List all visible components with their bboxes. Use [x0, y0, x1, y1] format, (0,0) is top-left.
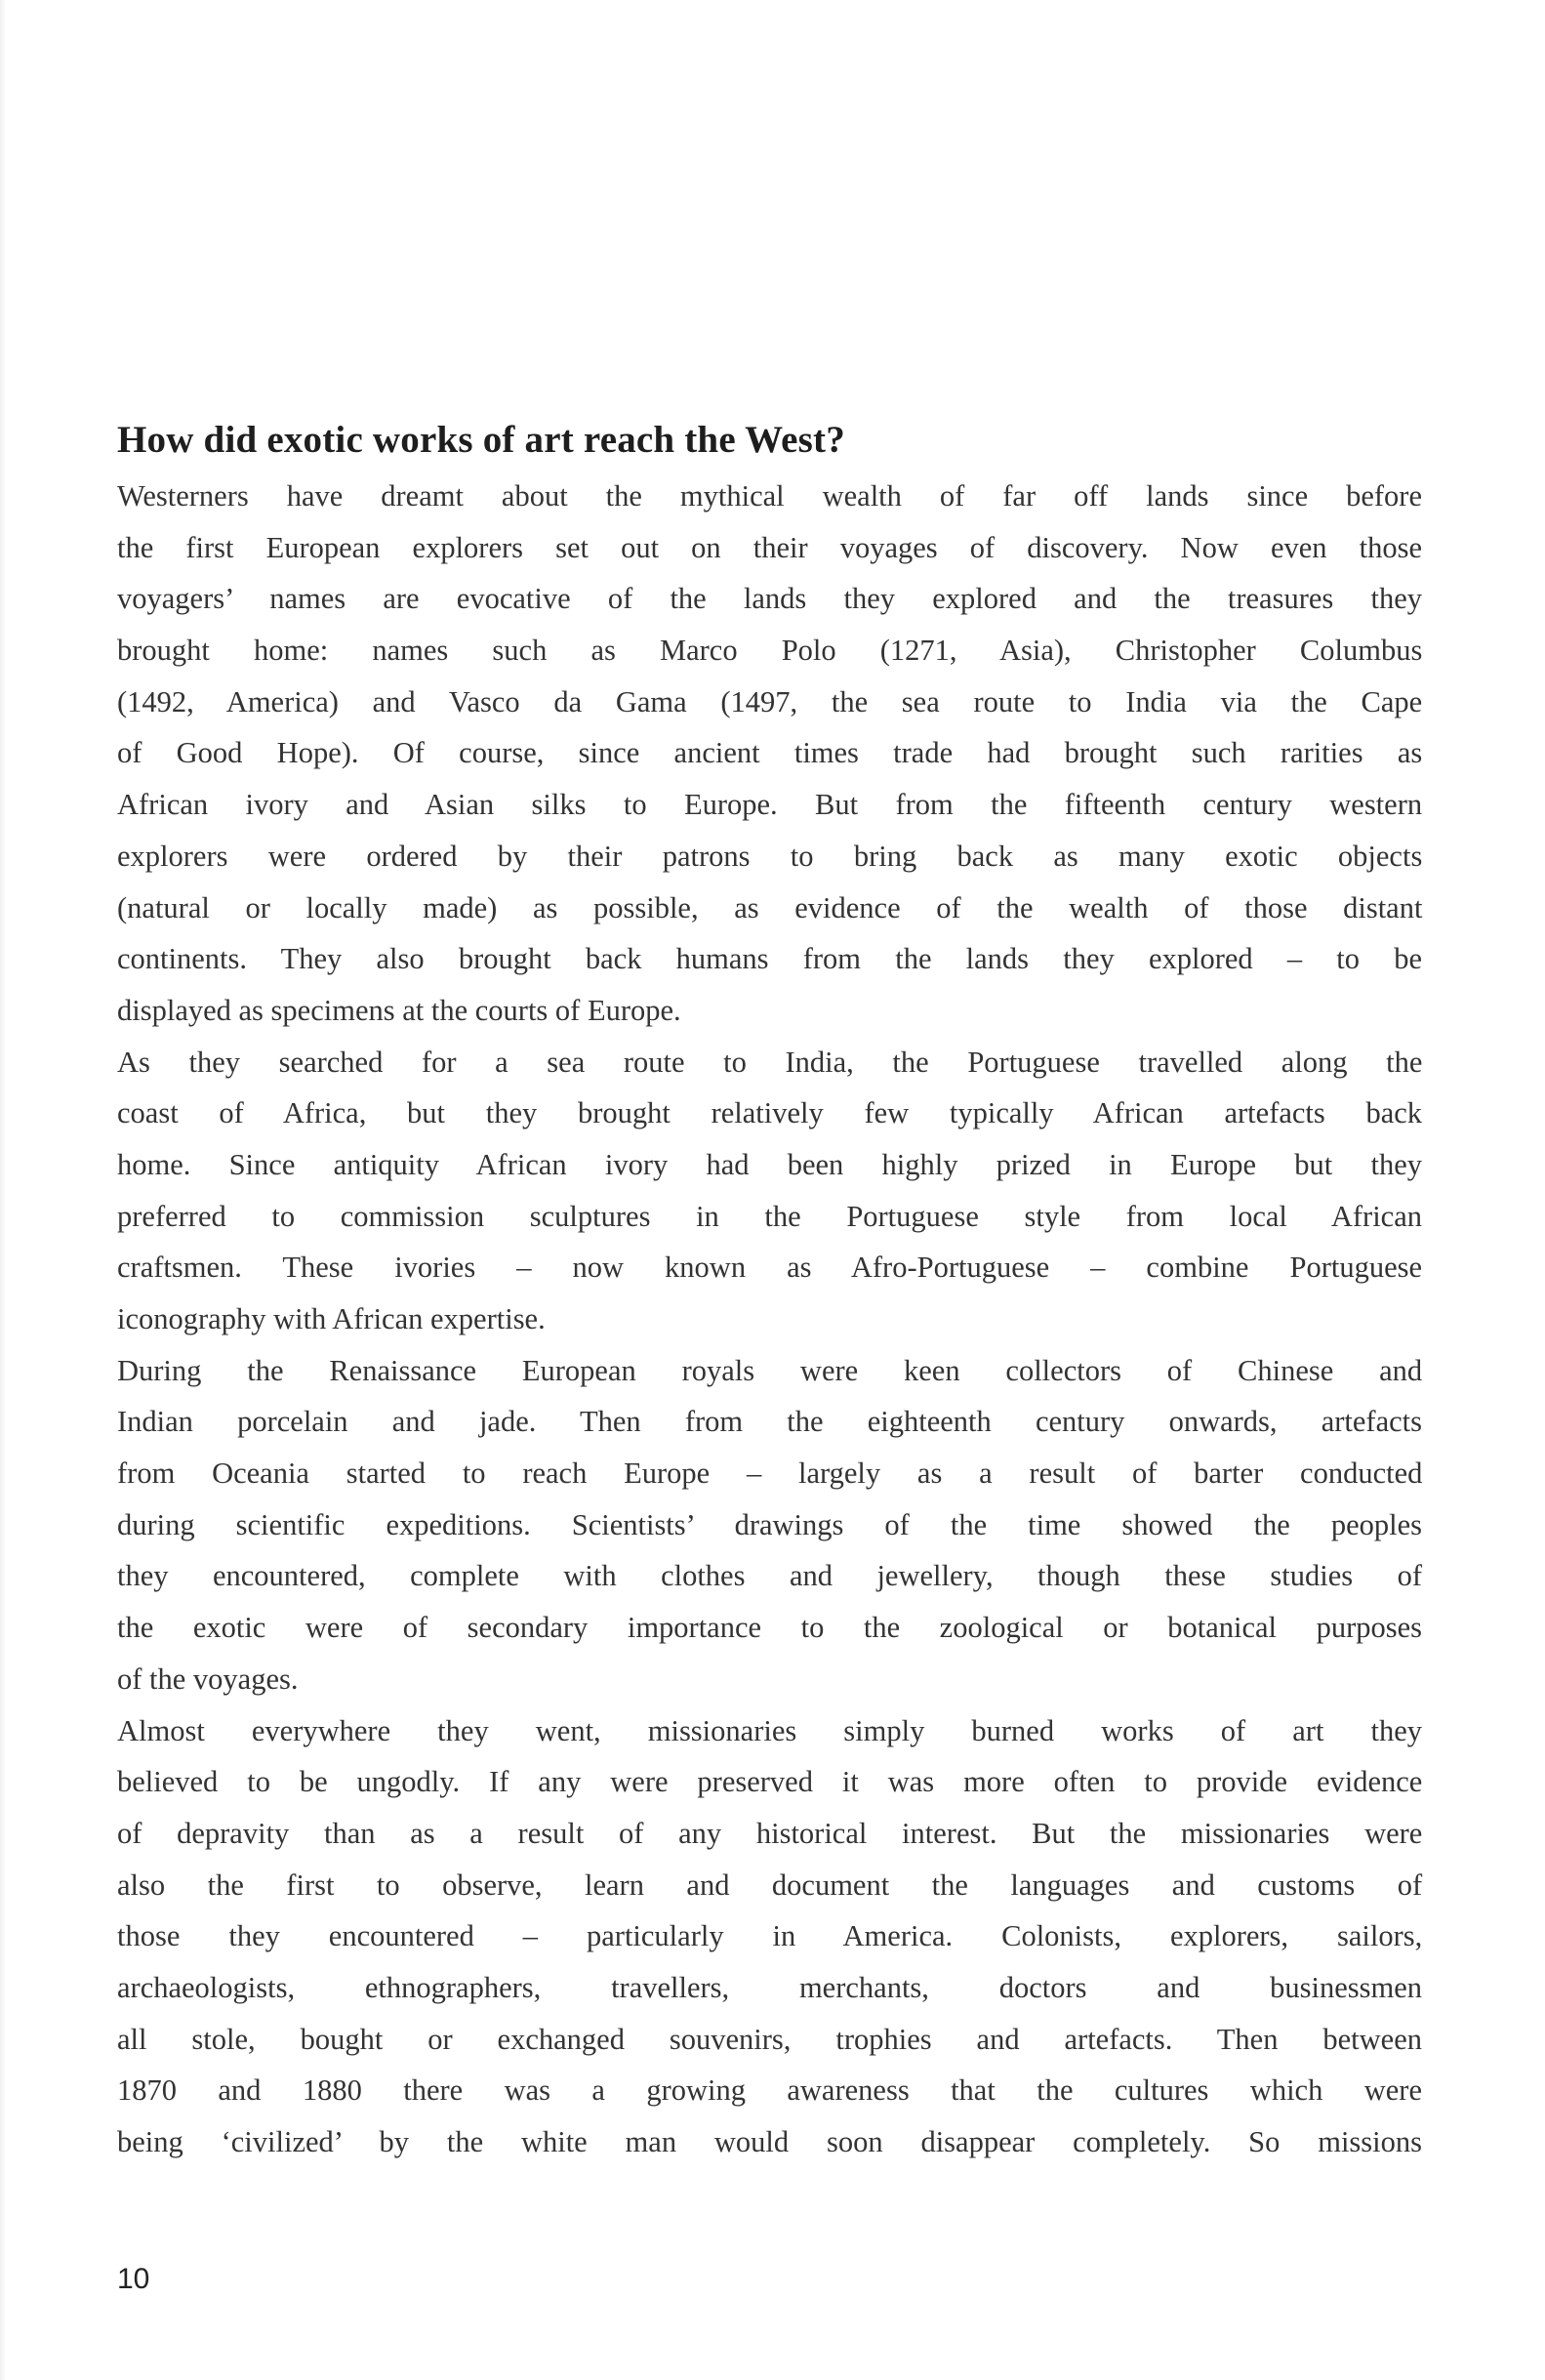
text-line: from Oceania started to reach Europe – largely as a result of barter conducted — [117, 1457, 1423, 1491]
text-line: Westerners have dreamt about the mythical wealth of far off lands since before — [117, 479, 1422, 513]
text-line: those they encountered – particularly in America. Colonists, explorers, sailors, — [117, 1919, 1423, 1953]
text-line: African ivory and Asian silks to Europe. But from the fifteenth century western — [117, 788, 1423, 822]
text-line: preferred to commission sculptures in the Portuguese style from local African — [117, 1199, 1422, 1233]
page-number: 10 — [117, 2263, 150, 2295]
text-line: coast of Africa, but they brought relatively few typically African artefacts back — [117, 1096, 1423, 1130]
text-line: during scientific expeditions. Scientists’ drawings of the time showed the peoples — [117, 1507, 1423, 1541]
text-line: being ‘civilized’ by the white man would soon disappear completely. So missions — [117, 2125, 1422, 2158]
text-line: displayed as specimens at the courts of Europe. — [117, 993, 681, 1027]
text-line: continents. They also brought back humans from the lands they explored – to be — [117, 942, 1422, 976]
text-line: (1492, America) and Vasco da Gama (1497, the sea route to India via the Cape — [117, 684, 1423, 718]
paragraph — [117, 1037, 1422, 1345]
text-line: iconography with African expertise. — [117, 1302, 546, 1335]
text-line: As they searched for a sea route to India, the Portuguese travelled along the — [117, 1045, 1423, 1079]
text-line: of depravity than as a result of any historical interest. But the missionaries were — [117, 1816, 1423, 1850]
text-line: also the first to observe, learn and document the languages and customs of — [117, 1867, 1423, 1902]
page-edge — [0, 0, 6, 2380]
page-content — [117, 418, 1422, 2168]
text-line: home. Since antiquity African ivory had been highly prized in Europe but they — [117, 1147, 1422, 1181]
paragraph — [117, 1705, 1422, 2168]
text-line: Almost everywhere they went, missionaries simply burned works of art they — [117, 1713, 1422, 1747]
text-line: craftsmen. These ivories – now known as Afro-Portuguese – combine Portuguese — [117, 1251, 1423, 1285]
text-line: archaeologists, ethnographers, travellers, merchants, doctors and businessmen — [117, 1970, 1422, 2004]
paragraph — [117, 471, 1422, 1037]
paragraph — [117, 1345, 1422, 1705]
text-line: 1870 and 1880 there was a growing awareness that the cultures which were — [117, 2073, 1422, 2108]
text-line: the exotic were of secondary importance to the zoological or botanical purposes — [117, 1611, 1422, 1645]
text-line: the first European explorers set out on their voyages of discovery. Now even those — [117, 530, 1422, 564]
text-line: Indian porcelain and jade. Then from the eighteenth century onwards, artefacts — [117, 1405, 1422, 1439]
section-heading: How did exotic works of art reach the West? — [117, 419, 845, 461]
text-line: During the Renaissance European royals were keen collectors of Chinese and — [117, 1353, 1423, 1387]
body-text — [117, 471, 1422, 2168]
text-line: they encountered, complete with clothes and jewellery, though these studies of — [117, 1559, 1422, 1593]
text-line: of Good Hope). Of course, since ancient times trade had brought such rarities as — [117, 736, 1423, 770]
text-line: all stole, bought or exchanged souvenirs, trophies and artefacts. Then between — [117, 2022, 1422, 2056]
text-line: of the voyages. — [117, 1662, 299, 1696]
text-line: voyagers’ names are evocative of the lands they explored and the treasures they — [117, 582, 1422, 616]
text-line: explorers were ordered by their patrons to bring back as many exotic objects — [117, 839, 1423, 873]
text-line: (natural or locally made) as possible, as evidence of the wealth of those distant — [117, 890, 1423, 924]
text-line: brought home: names such as Marco Polo (1271, Asia), Christopher Columbus — [117, 634, 1423, 668]
text-line: believed to be ungodly. If any were preserved it was more often to provide evidence — [117, 1765, 1423, 1799]
